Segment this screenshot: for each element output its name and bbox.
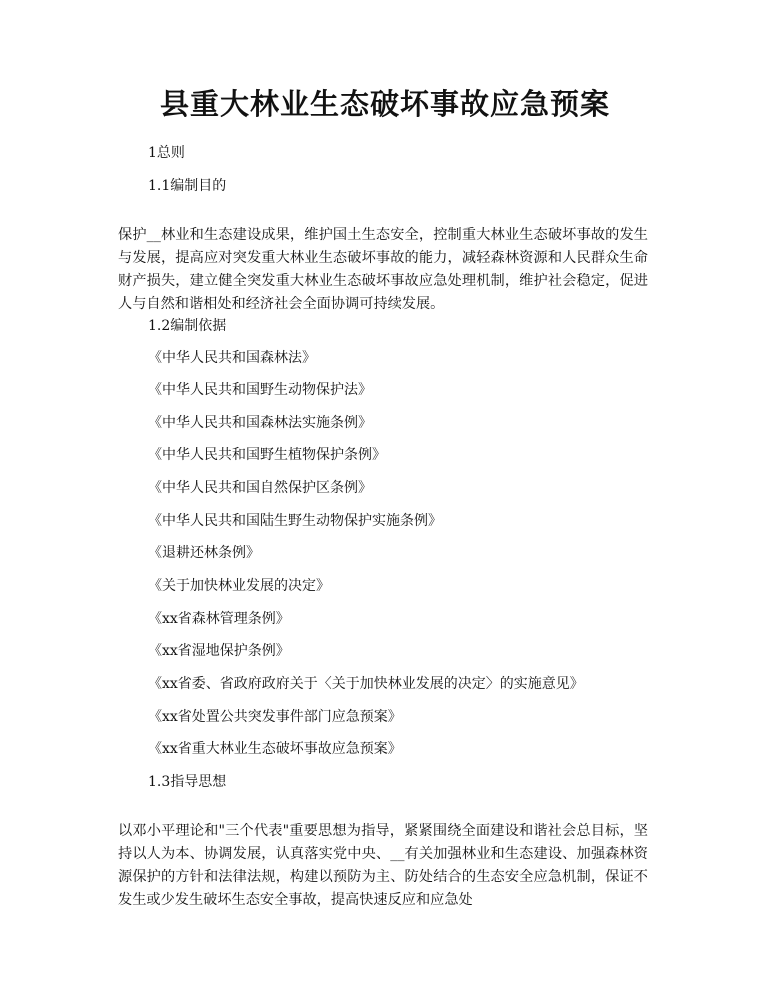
basis-list-item: 《关于加快林业发展的决定》 [148, 578, 330, 594]
basis-list-item: 《xx省重大林业生态破坏事故应急预案》 [148, 741, 402, 757]
basis-list-item: 《中华人民共和国野生动物保护法》 [148, 382, 372, 398]
basis-list-item: 《xx省处置公共突发事件部门应急预案》 [148, 709, 402, 725]
basis-list-item: 《中华人民共和国野生植物保护条例》 [148, 447, 386, 463]
basis-list-item: 《中华人民共和国陆生野生动物保护实施条例》 [148, 513, 442, 529]
basis-list-item: 《xx省森林管理条例》 [148, 611, 290, 627]
basis-list-item: 《退耕还林条例》 [148, 545, 260, 561]
section-heading-purpose: 1.1编制目的 [148, 178, 227, 194]
basis-list-item: 《中华人民共和国森林法》 [148, 350, 316, 366]
section-heading-basis: 1.2编制依据 [148, 318, 227, 334]
basis-list-item: 《xx省委、省政府政府关于〈关于加快林业发展的决定〉的实施意见》 [148, 676, 584, 692]
basis-list-item: 《中华人民共和国自然保护区条例》 [148, 480, 372, 496]
guiding-ideology-paragraph: 以邓小平理论和"三个代表"重要思想为指导，紧紧围绕全面建设和谐社会总目标，坚持以人为本、协调发展，认真落实党中央、__有关加强林业和生态建设、加强森林资源保护的方针和法律法规，构建以预防为主、防处结合的生态安全应急机制，保证不发生或少发生破坏生态安全事故，提高快速反应和应急处 [118, 823, 648, 908]
section-heading-general: 1总则 [148, 145, 185, 161]
basis-list-item: 《xx省湿地保护条例》 [148, 643, 290, 659]
document-title: 县重大林业生态破坏事故应急预案 [159, 87, 610, 121]
section-heading-guiding-ideology: 1.3指导思想 [148, 774, 227, 790]
purpose-paragraph: 保护__林业和生态建设成果，维护国土生态安全，控制重大林业生态破坏事故的发生与发展，提高应对突发重大林业生态破坏事故的能力，减轻森林资源和人民群众生命财产损失，建立健全突发重大林业生态破坏事故应急处理机制，维护社会稳定，促进人与自然和谐相处和经济社会全面协调可持续发展。 [118, 227, 648, 312]
basis-list-item: 《中华人民共和国森林法实施条例》 [148, 415, 372, 431]
